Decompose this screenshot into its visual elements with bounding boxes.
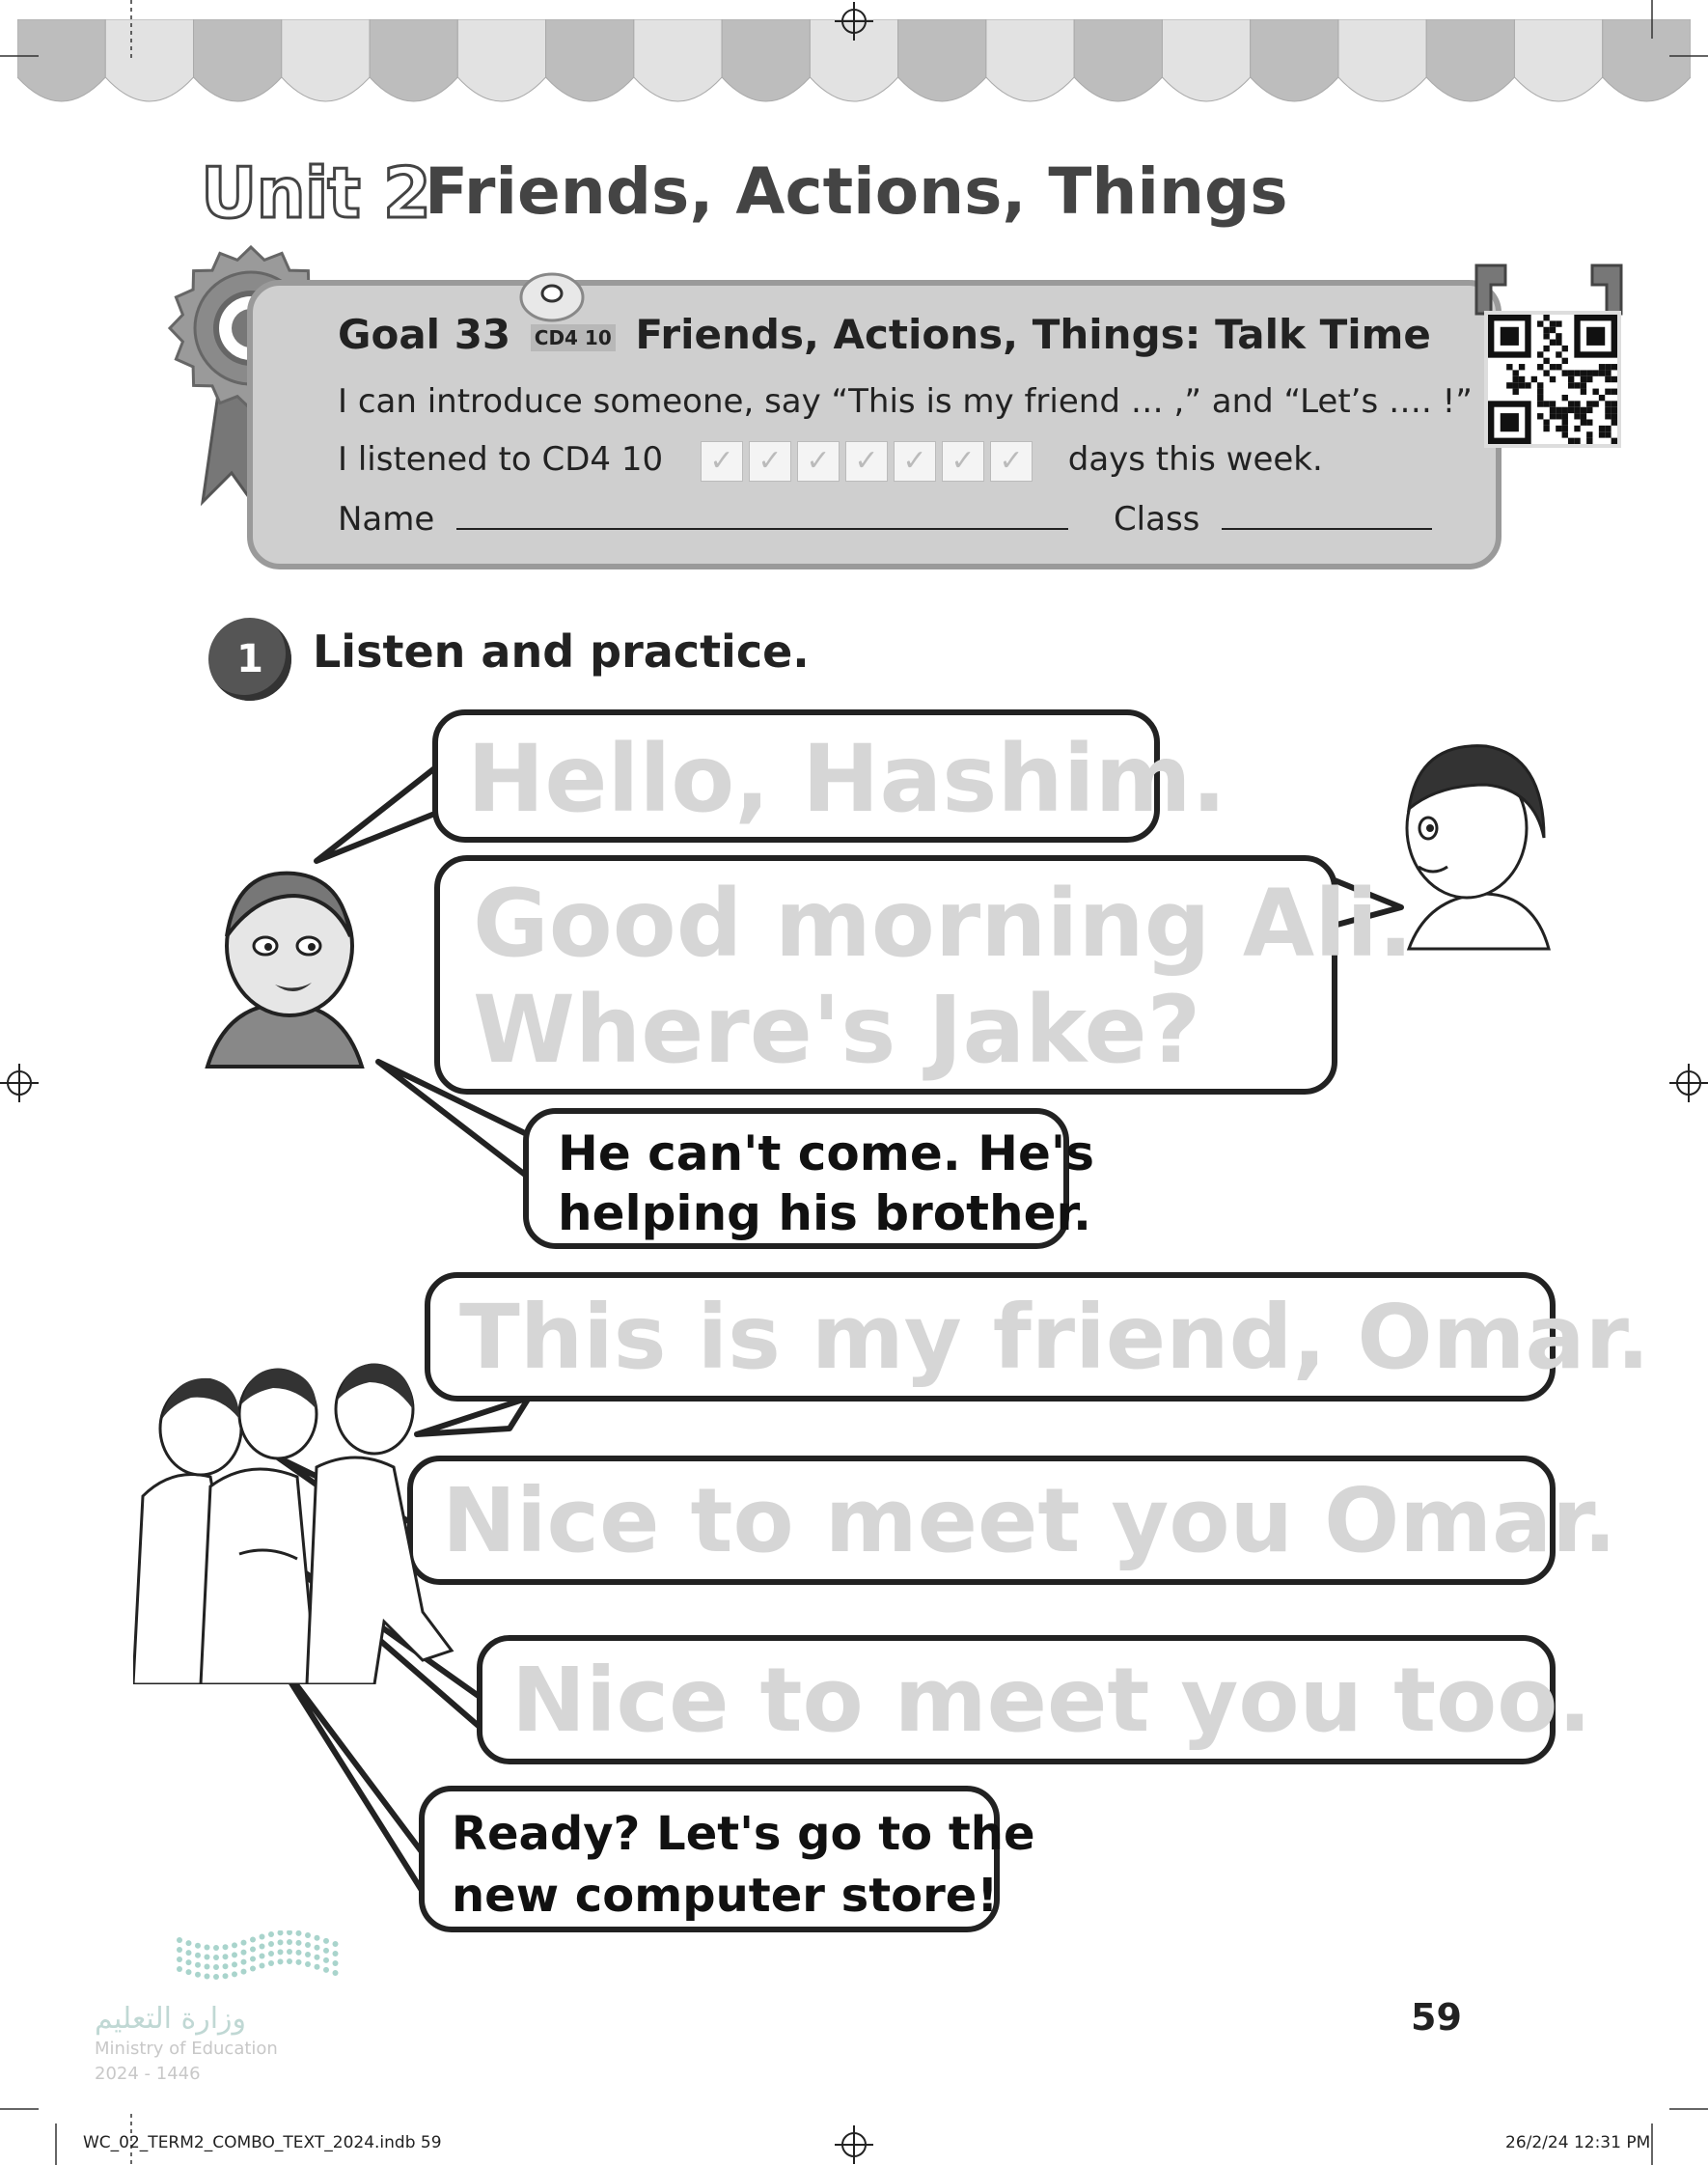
- trace-text: This is my friend, Omar.: [459, 1286, 1650, 1389]
- day-checkbox[interactable]: ✓: [797, 441, 840, 482]
- goal-can-do: I can introduce someone, say “This is my friend … ,” and “Let’s …. !”: [338, 382, 1473, 421]
- day-checkbox[interactable]: ✓: [894, 441, 936, 482]
- speech-bubble-good-morning: [434, 855, 1414, 1095]
- trace-text: Good morning Ali. Where's Jake?: [473, 870, 1414, 1084]
- cd-track-label: CD4 10: [531, 324, 616, 351]
- unit-badge: Unit 2: [201, 153, 430, 234]
- footer-datetime: 26/2/24 12:31 PM: [1505, 2133, 1651, 2152]
- class-label: Class: [1113, 500, 1200, 539]
- boy-ali-illustration: [198, 849, 372, 1071]
- ministry-name-english: Ministry of Education: [95, 2039, 278, 2059]
- trace-text: Nice to meet you too.: [511, 1649, 1592, 1752]
- day-checkbox[interactable]: ✓: [845, 441, 888, 482]
- exercise-title: Listen and practice.: [313, 625, 810, 678]
- speech-bubble-cant-come: [523, 1108, 1094, 1249]
- name-label: Name: [338, 500, 435, 539]
- dialogue-text: Ready? Let's go to the new computer store!: [452, 1807, 1035, 1923]
- footer-file-slug: WC_02_TERM2_COMBO_TEXT_2024.indb 59: [83, 2133, 442, 2152]
- boy-hashim-illustration: [1390, 732, 1554, 954]
- listened-suffix: days this week.: [1067, 440, 1323, 479]
- speech-bubble-hello: [432, 709, 1227, 843]
- day-checkbox[interactable]: ✓: [990, 441, 1033, 482]
- trace-text: Hello, Hashim.: [467, 725, 1227, 833]
- ministry-name-arabic: وزارة التعليم: [95, 2002, 247, 2036]
- exercise-number: 1: [208, 618, 291, 701]
- speech-bubble-nice-to-meet-you: [407, 1456, 1617, 1585]
- day-checkbox[interactable]: ✓: [942, 441, 984, 482]
- dialogue-text: He can't come. He's helping his brother.: [558, 1125, 1094, 1241]
- three-boys-illustration: [133, 1361, 471, 1684]
- page-number: 59: [1411, 1996, 1462, 2039]
- goal-title: Friends, Actions, Things: Talk Time: [635, 311, 1431, 358]
- day-checkbox[interactable]: ✓: [749, 441, 791, 482]
- goal-number: Goal 33: [338, 311, 511, 358]
- listened-prefix: I listened to CD4 10: [338, 440, 664, 479]
- day-checkbox[interactable]: ✓: [701, 441, 743, 482]
- trace-text: Nice to meet you Omar.: [442, 1469, 1617, 1572]
- ministry-logo-icon: [174, 1930, 347, 1988]
- speech-bubble-this-is-my-friend: [425, 1272, 1650, 1402]
- speech-bubble-nice-to-meet-you-too: [477, 1635, 1592, 1764]
- unit-title: Friends, Actions, Things: [425, 154, 1288, 229]
- speech-bubble-ready: [419, 1786, 1035, 1932]
- ministry-year: 2024 - 1446: [95, 2064, 201, 2084]
